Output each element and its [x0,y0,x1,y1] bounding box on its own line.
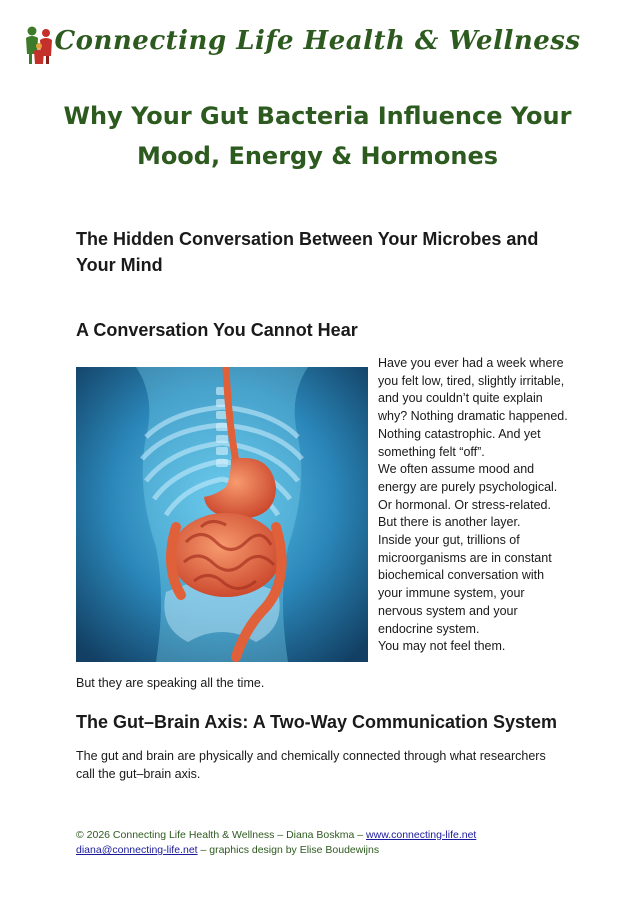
section1-paragraph: We often assume mood and energy are purely psychological. Or hormonal. Or stress-related. But there is another layer. [378,462,558,530]
section-heading-conversation: A Conversation You Cannot Hear [76,320,358,340]
section1-paragraph: Inside your gut, trillions of microorganisms are in constant biochemical conversation with your immune system, your nervous system and your endocrine system. [378,533,552,636]
section2-paragraph: The gut and brain are physically and chemically connected through what researchers call the gut–brain axis. [76,749,546,781]
footer-copyright: © 2026 Connecting Life Health & Wellness – Diana Boskma – [76,829,367,841]
site-title: Connecting Life Health & Wellness [54,26,581,56]
document-title-line-1: Why Your Gut Bacteria Influence Your [63,102,572,130]
footer-credit: – graphics design by Elise Boudewijns [197,844,380,856]
digestive-system-illustration [76,367,368,662]
section1-paragraph: You may not feel them. [378,639,506,654]
document-title [60,96,575,176]
document-title-line-2: Mood, Energy & Hormones [136,142,499,170]
section1-closing-line: But they are speaking all the time. [76,676,265,690]
footer-website-link[interactable]: www.connecting-life.net [366,829,477,841]
footer-email-link[interactable]: diana@connecting-life.net [76,844,198,856]
section-heading-gut-brain-axis: The Gut–Brain Axis: A Two-Way Communication System [76,712,558,732]
document-subtitle: The Hidden Conversation Between Your Microbes and Your Mind [76,229,539,275]
section1-paragraph: Have you ever had a week where you felt low, tired, slightly irritable, and you couldn’t quite explain why? Nothing dramatic happened. Nothing catastrophic. And yet something felt “off”. [378,356,568,459]
section1-side-text [378,355,568,656]
footer [76,828,576,858]
